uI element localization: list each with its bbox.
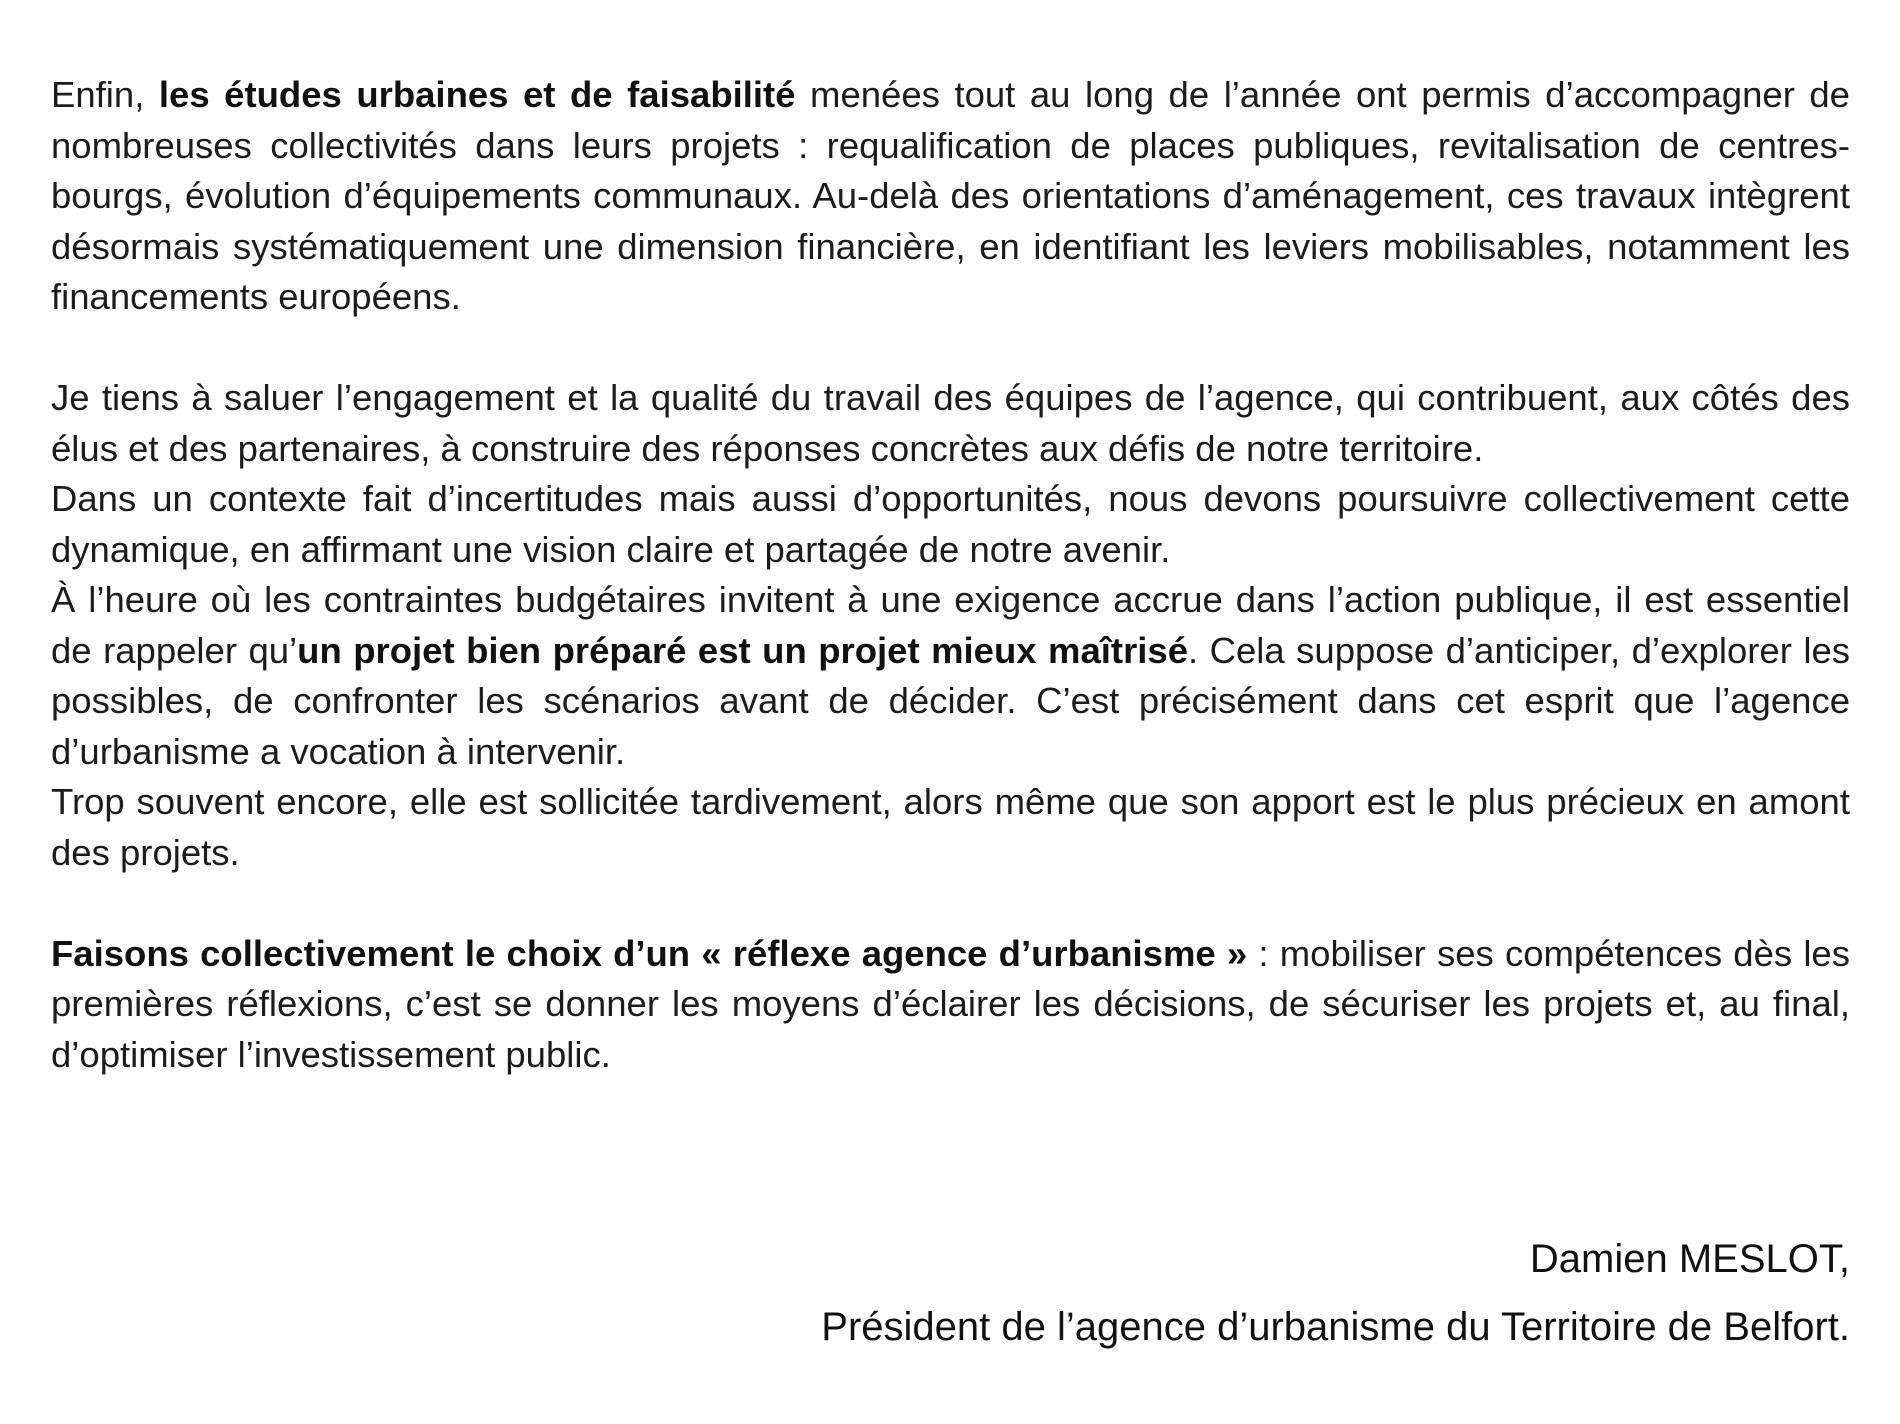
signature-block xyxy=(821,1225,1850,1361)
paragraph-context xyxy=(51,474,1850,575)
text-run: Je tiens à saluer l’engagement et la qualité du travail des équipes de l’agence, qui contribuent, aux côtés des élus et des partenaires, à construire des réponses concrètes aux défis de notre territoire. xyxy=(51,377,1850,469)
paragraph-spacer xyxy=(51,878,1850,929)
text-run: Enfin, xyxy=(51,74,159,115)
document-body xyxy=(51,70,1850,1080)
signature-name: Damien MESLOT, xyxy=(1529,1237,1850,1281)
signature-title: Président de l’agence d’urbanisme du Territoire de Belfort. xyxy=(821,1305,1850,1349)
paragraph-spacer xyxy=(51,323,1850,374)
text-run: menées tout au long de l’année ont permis d’accompagner de nombreuses collectivités dans leurs projets : requalification de places publiques, revitalisation de centres-bourgs, évolution d’équipements communaux. Au-delà des orientations d’aménagement, ces travaux intègrent désormais systématiquement une dimension financière, en identifiant les leviers mobilisables, notamment les financements européens. xyxy=(51,74,1850,317)
paragraph-call-to-action xyxy=(51,929,1850,1081)
paragraph-late-solicitation xyxy=(51,777,1850,878)
text-run: Trop souvent encore, elle est sollicitée tardivement, alors même que son apport est le plus précieux en amont des projets. xyxy=(51,781,1850,873)
text-run: À l’heure où les contraintes budgétaires invitent à une exigence accrue dans l’action publique, il est essentiel de rappeler qu’ xyxy=(51,579,1850,671)
text-run: : mobiliser ses compétences dès les premières réflexions, c’est se donner les moyens d’éclairer les décisions, de sécuriser les projets et, au final, d’optimiser l’investissement public. xyxy=(51,932,1850,1075)
bold-text-run: un projet bien préparé est un projet mieux maîtrisé xyxy=(297,629,1189,671)
text-run: . Cela suppose d’anticiper, d’explorer les possibles, de confronter les scénarios avant de décider. C’est précisément dans cet esprit que l’agence d’urbanisme a vocation à intervenir. xyxy=(51,629,1850,772)
paragraph-budget-constraints xyxy=(51,575,1850,777)
bold-text-run: Faisons collectivement le choix d’un « réflexe agence d’urbanisme » xyxy=(51,932,1248,974)
text-run: Dans un contexte fait d’incertitudes mais aussi d’opportunités, nous devons poursuivre collectivement cette dynamique, en affirmant une vision claire et partagée de notre avenir. xyxy=(51,478,1850,570)
bold-text-run: les études urbaines et de faisabilité xyxy=(158,74,796,115)
paragraph-feasibility-studies xyxy=(51,70,1850,323)
paragraph-acknowledgement xyxy=(51,373,1850,474)
